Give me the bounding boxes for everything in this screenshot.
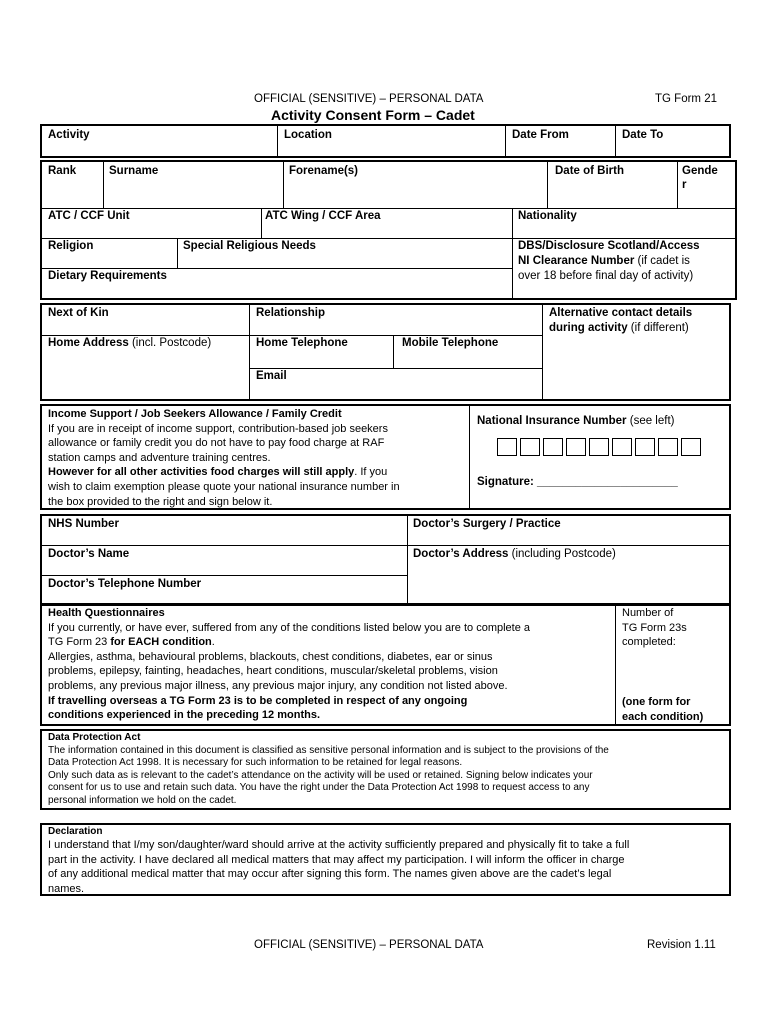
dbs-label-line1: DBS/Disclosure Scotland/Access [518,240,700,252]
declaration-line1: I understand that I/my son/daughter/ward should arrive at the activity sufficiently prepared and physically fit to take a full [48,839,630,851]
doctor-address-bold: Doctor’s Address [413,548,509,560]
ni-digit-box[interactable] [543,438,563,456]
doctor-address-rest: (including Postcode) [508,548,616,560]
count-line1: Number of [622,607,674,619]
declaration-line4: names. [48,882,85,895]
data-protection-text [48,732,728,807]
email-field[interactable]: Email [256,370,287,382]
alt-contact-line2-bold: during activity [549,322,628,334]
income-line6: the box provided to the right and sign below it. [48,495,273,508]
ni-digit-box[interactable] [635,438,655,456]
alt-contact-field[interactable] [549,306,692,336]
special-religious-field[interactable]: Special Religious Needs [183,240,316,252]
health-line6: If travelling overseas a TG Form 23 is to be completed in respect of any ongoing [48,694,468,707]
health-line3: Allergies, asthma, behavioural problems, blackouts, chest conditions, diabetes, ear or sinus [48,650,493,663]
nationality-field[interactable]: Nationality [518,210,577,222]
health-line2-plain: TG Form 23 [48,636,111,649]
income-line1: If you are in receipt of income support, contribution-based job seekers [48,422,388,435]
form23-count-note [622,695,727,724]
mobile-telephone-field[interactable]: Mobile Telephone [402,337,499,349]
count-line3: completed: [622,636,676,649]
dob-field[interactable]: Date of Birth [555,165,624,177]
dietary-field[interactable]: Dietary Requirements [48,270,167,282]
form23-count-field[interactable] [622,606,727,650]
surname-field[interactable]: Surname [109,165,159,177]
home-address-label-bold: Home Address [48,337,129,349]
count-note2: each condition) [622,710,704,723]
gender-field[interactable] [682,164,718,192]
dpa-line4: consent for us to use and retain such data. You have the right under the Data Protection Act 1998 to request access to any [48,782,590,793]
health-line1: If you currently, or have ever, suffered from any of the conditions listed below you are to complete a [48,621,531,634]
doctor-address-field[interactable] [413,547,616,561]
dbs-label-line2-bold: NI Clearance Number [518,255,635,267]
income-line2: allowance or family credit you do not have to pay food charge at RAF [48,437,385,450]
ni-digit-box[interactable] [681,438,701,456]
declaration-heading: Declaration [48,826,103,837]
rank-field[interactable]: Rank [48,165,77,177]
ni-digit-box[interactable] [520,438,540,456]
alt-contact-line2-rest: (if different) [627,322,689,334]
health-line2-bold: for EACH condition [110,636,212,649]
forenames-field[interactable]: Forename(s) [289,165,359,177]
health-line5: problems, any previous major illness, any previous major injury, any condition not listed above. [48,679,508,692]
date-from-field[interactable]: Date From [512,129,569,141]
form-number: TG Form 21 [655,93,717,105]
declaration-line3: of any additional medical matter that may occur after signing this form. The names given above are the cadet’s legal [48,868,612,881]
home-address-label-rest: (incl. Postcode) [128,337,212,349]
dpa-line1: The information contained in this document is classified as sensitive personal information and is subject to the provisions of the [48,744,609,756]
signature-field[interactable]: Signature: ______________________ [477,476,678,488]
gender-label-line1: Gende [682,165,718,177]
health-line4: problems, epilepsy, fainting, headaches, heart conditions, muscular/skeletal problems, vision [48,665,498,678]
home-address-field[interactable] [48,336,211,350]
declaration-text [48,825,728,896]
doctor-section [40,514,731,606]
health-line7: conditions experienced in the preceding 12 months. [48,709,320,722]
income-line4-bold: However for all other activities food charges will still apply [48,466,355,479]
dpa-line5: personal information we hold on the cadet. [48,794,237,806]
revision-number: Revision 1.11 [647,939,716,951]
dpa-line3: Only such data as is relevant to the cadet’s attendance on the activity will be used or retained. Signing below indicates your [48,769,593,781]
ni-label-rest: (see left) [626,415,675,427]
income-line3: station camps and adventure training centres. [48,451,271,464]
gender-label-line2: r [682,179,687,191]
doctor-name-field[interactable]: Doctor’s Name [48,548,130,560]
health-heading: Health Questionnaires [48,607,165,619]
income-line5: wish to claim exemption please quote your national insurance number in [48,480,400,493]
activity-field[interactable]: Activity [48,129,90,141]
surgery-field[interactable]: Doctor’s Surgery / Practice [413,518,561,530]
nhs-number-field[interactable]: NHS Number [48,518,119,530]
dbs-label-line2-rest: (if cadet is [634,255,690,267]
atc-wing-field[interactable]: ATC Wing / CCF Area [265,210,381,222]
location-field[interactable]: Location [284,129,332,141]
dpa-heading: Data Protection Act [48,732,141,743]
income-heading: Income Support / Job Seekers Allowance / Family Credit [48,408,342,420]
ni-number-label [477,414,674,428]
relationship-field[interactable]: Relationship [256,307,326,319]
count-note1: (one form for [622,696,691,708]
form-title: Activity Consent Form – Cadet [271,107,475,123]
date-to-field[interactable]: Date To [622,129,664,141]
atc-unit-field[interactable]: ATC / CCF Unit [48,210,130,222]
next-of-kin-field[interactable]: Next of Kin [48,307,109,319]
ni-label-bold: National Insurance Number [477,415,627,427]
income-line4-rest: . If you [354,466,388,479]
dbs-label-line3: over 18 before final day of activity) [518,270,694,282]
ni-digit-box[interactable] [566,438,586,456]
ni-digit-box[interactable] [589,438,609,456]
religion-field[interactable]: Religion [48,240,94,252]
home-telephone-field[interactable]: Home Telephone [256,337,348,349]
count-line2: TG Form 23s [622,621,687,634]
health-questionnaire-text [48,606,613,723]
ni-digit-box[interactable] [497,438,517,456]
alt-contact-line1: Alternative contact details [549,307,693,319]
ni-digit-box[interactable] [612,438,632,456]
income-support-text [48,407,463,509]
declaration-line2: part in the activity. I have declared all medical matters that may affect my participation. I will inform the officer in charge [48,853,625,866]
ni-digit-box[interactable] [658,438,678,456]
header-classification: OFFICIAL (SENSITIVE) – PERSONAL DATA [254,93,484,105]
dpa-line2: Data Protection Act 1998. It is necessary for such information to be retained for legal reasons. [48,757,463,768]
footer-classification: OFFICIAL (SENSITIVE) – PERSONAL DATA [254,939,484,951]
doctor-telephone-field[interactable]: Doctor’s Telephone Number [48,578,202,590]
health-line2-end: . [211,636,215,649]
dbs-clearance-field[interactable] [518,239,700,284]
